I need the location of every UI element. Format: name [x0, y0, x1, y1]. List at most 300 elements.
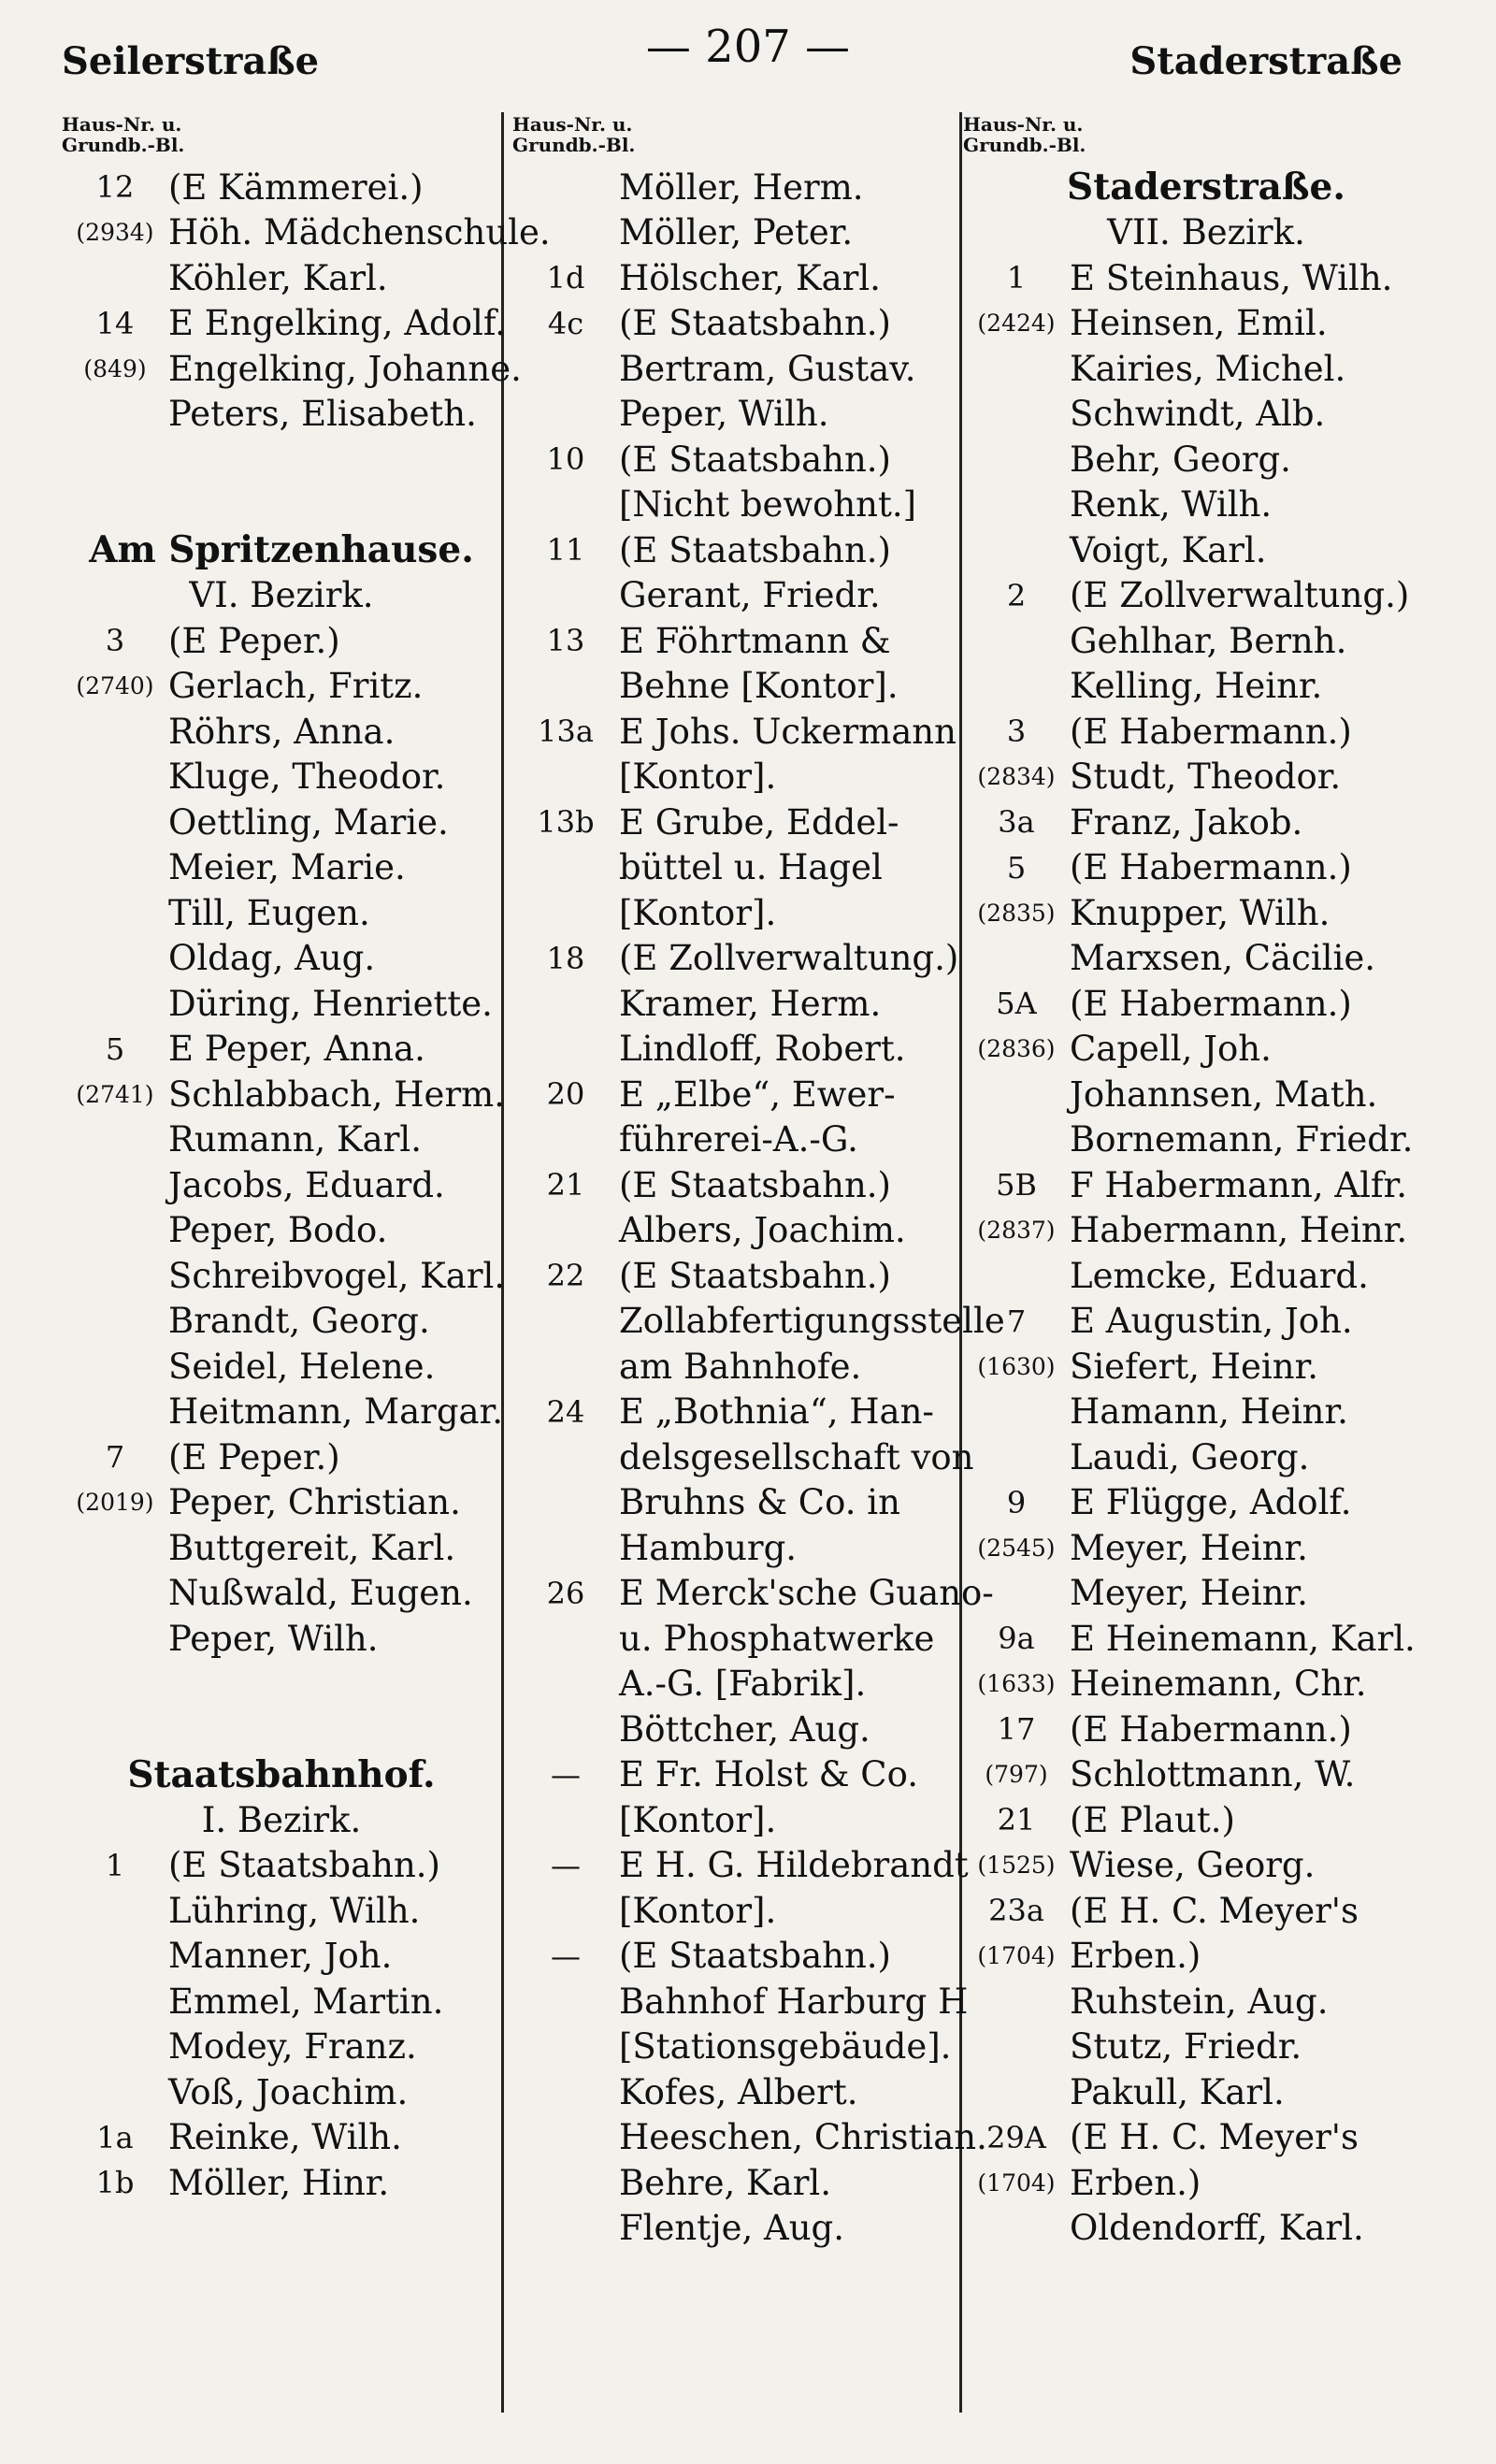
- house-number: 1: [105, 1847, 125, 1883]
- entry-text: Schreibvogel, Karl.: [168, 1255, 506, 1296]
- house-number: 13b: [537, 804, 595, 841]
- directory-entry: [62, 755, 501, 800]
- entry-text: Kelling, Heinr.: [1070, 666, 1323, 707]
- directory-entry: [512, 1752, 971, 1798]
- directory-entry: [963, 1117, 1449, 1163]
- street-heading: [62, 1752, 501, 1798]
- house-number: 1a: [96, 2119, 134, 2155]
- directory-entry: [512, 845, 971, 891]
- house-number: 21: [997, 1802, 1036, 1838]
- directory-entry: [62, 1344, 501, 1390]
- entry-text: E Grube, Eddel-: [619, 801, 899, 843]
- entry-text: Emmel, Martin.: [168, 1981, 444, 2022]
- street-heading: [62, 527, 501, 573]
- entry-text: E Engelking, Adolf.: [168, 303, 506, 344]
- entry-text: Böttcher, Aug.: [619, 1708, 870, 1750]
- entry-text: Knupper, Wilh.: [1070, 892, 1331, 933]
- directory-entry: [963, 1843, 1449, 1889]
- entry-text: Engelking, Johanne.: [168, 348, 522, 389]
- directory-entry: [963, 301, 1449, 347]
- entry-text: (E Plaut.): [1070, 1799, 1235, 1840]
- house-number: 1b: [95, 2165, 135, 2201]
- entry-text: E Fr. Holst & Co.: [619, 1754, 918, 1795]
- directory-entry: [512, 2115, 987, 2161]
- directory-entry: [512, 1434, 974, 1480]
- column-head: [512, 114, 971, 165]
- directory-entry: [512, 1979, 971, 2025]
- directory-entry: [963, 483, 1449, 528]
- directory-entry: [963, 1888, 1449, 1934]
- directory-entry: [62, 1979, 501, 2025]
- entry-text: [Kontor].: [619, 1799, 777, 1840]
- house-number: (797): [985, 1761, 1048, 1789]
- entry-text: (E Staatsbahn.): [619, 1936, 891, 1977]
- directory-entry: [963, 890, 1449, 936]
- directory-entry: [512, 1797, 971, 1843]
- house-number: (1633): [977, 1670, 1056, 1698]
- entry-text: Schwindt, Alb.: [1070, 394, 1326, 435]
- directory-entry: [963, 800, 1449, 845]
- entry-text: Kluge, Theodor.: [168, 756, 446, 798]
- directory-entry: [963, 392, 1449, 438]
- directory-entry: [512, 709, 971, 755]
- directory-entry: [963, 1027, 1449, 1073]
- entry-text: Gerant, Friedr.: [619, 575, 881, 616]
- entry-text: (E Staatsbahn.): [168, 1845, 440, 1886]
- house-number: 23a: [988, 1893, 1044, 1929]
- entry-text: [Nicht bewohnt.]: [619, 484, 917, 526]
- entry-text: Schlottmann, W.: [1070, 1754, 1356, 1795]
- house-number: 10: [546, 441, 585, 478]
- entry-text: E H. G. Hildebrandt: [619, 1845, 969, 1886]
- house-number: 24: [546, 1393, 585, 1430]
- directory-entry: [62, 1027, 501, 1073]
- directory-entry: [963, 346, 1449, 392]
- directory-entry: [512, 255, 971, 301]
- house-number: 26: [546, 1575, 585, 1611]
- directory-entry: [512, 664, 971, 710]
- entry-text: Kofes, Albert.: [619, 2071, 858, 2112]
- entry-text: Bahnhof Harburg H: [619, 1981, 969, 2022]
- directory-entry: [62, 1480, 501, 1526]
- entry-text: (E Habermann.): [1070, 847, 1352, 888]
- directory-entry: [963, 573, 1449, 619]
- house-number: 5: [1006, 849, 1027, 886]
- directory-entry: [963, 2025, 1449, 2070]
- directory-entry: [512, 1888, 971, 1934]
- entry-text: [Kontor].: [619, 756, 777, 798]
- house-number: (2934): [76, 219, 154, 247]
- house-number: —: [551, 1938, 581, 1974]
- entry-text: Voß, Joachim.: [168, 2071, 409, 2112]
- directory-entry: [512, 1616, 971, 1662]
- entry-text: F Habermann, Alfr.: [1070, 1164, 1407, 1205]
- entry-text: E Heinemann, Karl.: [1070, 1618, 1416, 1659]
- directory-entry: [512, 936, 971, 982]
- directory-entry: [512, 437, 971, 483]
- street-name: Am Spritzenhause.: [89, 528, 474, 572]
- house-number: 2: [1006, 577, 1027, 613]
- entry-text: Jacobs, Eduard.: [168, 1164, 445, 1205]
- directory-entry: [512, 346, 971, 392]
- directory-entry: [963, 1571, 1449, 1617]
- entry-text: Gerlach, Fritz.: [168, 666, 424, 707]
- entry-text: (E Staatsbahn.): [619, 1255, 891, 1296]
- directory-entry: [512, 165, 971, 210]
- directory-entry: [963, 2069, 1449, 2115]
- entry-text: (E Staatsbahn.): [619, 439, 891, 480]
- entry-text: Pakull, Karl.: [1070, 2071, 1285, 2112]
- house-number: (2424): [977, 310, 1056, 338]
- column-2: [512, 113, 1005, 2433]
- column-head: [62, 114, 501, 165]
- directory-entry: [963, 1662, 1449, 1708]
- entry-text: Johannsen, Math.: [1070, 1073, 1378, 1115]
- house-number: 17: [997, 1711, 1036, 1748]
- directory-entry: [512, 1072, 971, 1117]
- entry-text: Nußwald, Eugen.: [168, 1573, 473, 1614]
- entry-text: Voigt, Karl.: [1070, 529, 1267, 570]
- directory-entry: [963, 1616, 1449, 1662]
- directory-entry: [963, 255, 1449, 301]
- entry-text: Köhler, Karl.: [168, 257, 388, 298]
- entry-text: Peper, Wilh.: [619, 394, 829, 435]
- directory-entry: [512, 1390, 971, 1435]
- entry-text: Peper, Wilh.: [168, 1618, 379, 1659]
- column-head-line2: Grundb.-Bl.: [62, 134, 185, 156]
- directory-entry: [62, 255, 501, 301]
- entry-text: Peters, Elisabeth.: [168, 394, 477, 435]
- directory-entry: [963, 1525, 1449, 1571]
- column-head-line1: Haus-Nr. u.: [512, 113, 633, 136]
- directory-entry: [963, 709, 1449, 755]
- directory-entry: [512, 1208, 971, 1254]
- entry-text: Bruhns & Co. in: [619, 1482, 900, 1523]
- entry-text: Heinsen, Emil.: [1070, 303, 1328, 344]
- house-number: 22: [546, 1258, 585, 1294]
- house-number: 5B: [996, 1167, 1037, 1203]
- directory-entry: [62, 936, 501, 982]
- directory-entry: [62, 1843, 501, 1889]
- column-head-line2: Grundb.-Bl.: [963, 134, 1086, 156]
- entry-text: delsgesellschaft von: [619, 1436, 974, 1477]
- entry-text: Heinemann, Chr.: [1070, 1664, 1367, 1705]
- directory-entry: [963, 1934, 1449, 1980]
- house-number: —: [551, 1847, 581, 1883]
- entry-text: (E Staatsbahn.): [619, 1164, 891, 1205]
- entry-text: Heitmann, Margar.: [168, 1391, 503, 1433]
- directory-entry: [62, 301, 506, 347]
- entry-text: E Augustin, Joh.: [1070, 1301, 1353, 1342]
- directory-entry: [963, 1797, 1449, 1843]
- entry-text: E „Elbe“, Ewer-: [619, 1073, 896, 1115]
- entry-text: (E H. C. Meyer's: [1070, 2117, 1359, 2158]
- directory-entry: [62, 346, 522, 392]
- house-number: (2545): [977, 1534, 1056, 1562]
- entry-text: Hamann, Heinr.: [1070, 1391, 1348, 1433]
- directory-entry: [512, 1253, 971, 1299]
- entry-text: Oldendorff, Karl.: [1070, 2208, 1364, 2249]
- entry-text: Lühring, Wilh.: [168, 1890, 421, 1931]
- directory-entry: [963, 664, 1449, 710]
- entry-text: Meyer, Heinr.: [1070, 1527, 1308, 1568]
- entry-text: (E Staatsbahn.): [619, 303, 891, 344]
- directory-entry: [62, 210, 551, 256]
- directory-entry: [512, 1571, 994, 1617]
- directory-entry: [62, 1253, 506, 1299]
- directory-entry: [62, 1162, 501, 1208]
- directory-entry: [963, 981, 1449, 1027]
- house-number: 3a: [998, 804, 1035, 841]
- column-3: [963, 114, 1449, 2433]
- directory-entry: [512, 618, 971, 664]
- entry-text: Möller, Hinr.: [168, 2162, 390, 2203]
- entry-text: Buttgereit, Karl.: [168, 1527, 456, 1568]
- entry-text: Modey, Franz.: [168, 2026, 417, 2068]
- directory-entry: [963, 1162, 1449, 1208]
- directory-entry: [62, 2025, 501, 2070]
- entry-text: (E Habermann.): [1070, 983, 1352, 1024]
- house-number: (1704): [977, 1942, 1056, 1970]
- entry-text: (E Habermann.): [1070, 1708, 1352, 1750]
- column-head-line1: Haus-Nr. u.: [963, 113, 1084, 136]
- entry-text: Meier, Marie.: [168, 847, 406, 888]
- entry-text: Manner, Joh.: [168, 1936, 393, 1977]
- entry-text: (E Zollverwaltung.): [1070, 575, 1410, 616]
- district-name: VI. Bezirk.: [189, 575, 374, 616]
- directory-entry: [62, 709, 501, 755]
- directory-entry: [963, 936, 1449, 982]
- directory-entry: [963, 845, 1449, 891]
- entry-text: Erben.): [1070, 1936, 1201, 1977]
- entry-text: Peper, Christian.: [168, 1482, 461, 1523]
- directory-entry: [512, 981, 971, 1027]
- entry-text: am Bahnhofe.: [619, 1346, 862, 1387]
- directory-entry: [963, 755, 1449, 800]
- entry-text: büttel u. Hagel: [619, 847, 883, 888]
- entry-text: Höh. Mädchenschule.: [168, 212, 551, 253]
- entry-text: Lemcke, Eduard.: [1070, 1255, 1369, 1296]
- entry-text: Rumann, Karl.: [168, 1119, 422, 1160]
- street-name: Staatsbahnhof.: [127, 1752, 436, 1796]
- entry-text: A.-G. [Fabrik].: [619, 1664, 867, 1705]
- directory-entry: [512, 1707, 971, 1752]
- house-number: 21: [546, 1167, 585, 1203]
- entry-text: [Kontor].: [619, 892, 777, 933]
- entry-text: Wiese, Georg.: [1070, 1845, 1316, 1886]
- entry-text: Röhrs, Anna.: [168, 711, 396, 752]
- entry-text: Oldag, Aug.: [168, 938, 376, 979]
- house-number: 1: [1006, 260, 1027, 296]
- entry-text: Erben.): [1070, 2162, 1201, 2203]
- directory-entry: [62, 1299, 501, 1345]
- entry-text: Stutz, Friedr.: [1070, 2026, 1302, 2068]
- entry-text: E „Bothnia“, Han-: [619, 1391, 934, 1433]
- house-number: 20: [546, 1076, 585, 1113]
- directory-entry: [512, 1117, 971, 1163]
- house-number: 9a: [998, 1621, 1035, 1657]
- directory-entry: [62, 2160, 501, 2206]
- entry-text: Bertram, Gustav.: [619, 348, 916, 389]
- column-head-line2: Grundb.-Bl.: [512, 134, 636, 156]
- house-number: (1630): [977, 1352, 1056, 1380]
- entry-text: (E Peper.): [168, 1436, 340, 1477]
- directory-entry: [963, 1253, 1449, 1299]
- directory-entry: [512, 527, 971, 573]
- house-number: —: [551, 1756, 581, 1793]
- entry-text: Oettling, Marie.: [168, 801, 449, 843]
- entry-text: Brandt, Georg.: [168, 1301, 430, 1342]
- house-number: 9: [1006, 1484, 1027, 1520]
- entry-text: Meyer, Heinr.: [1070, 1573, 1308, 1614]
- directory-entry: [963, 437, 1449, 483]
- entry-text: E Flügge, Adolf.: [1070, 1482, 1352, 1523]
- house-number: 5: [105, 1030, 125, 1067]
- entry-text: Möller, Herm.: [619, 166, 864, 208]
- house-number: (1704): [977, 2169, 1056, 2197]
- directory-entry: [512, 1299, 1005, 1345]
- entry-text: Lindloff, Robert.: [619, 1029, 906, 1070]
- entry-text: E Föhrtmann &: [619, 620, 891, 661]
- directory-entry: [62, 845, 501, 891]
- house-number: (2741): [76, 1080, 154, 1108]
- directory-entry: [512, 755, 971, 800]
- page-number: — 207 —: [645, 21, 851, 73]
- house-number: 13a: [538, 713, 594, 750]
- entry-text: Kairies, Michel.: [1070, 348, 1346, 389]
- entry-text: Möller, Peter.: [619, 212, 854, 253]
- house-number: 3: [105, 623, 125, 659]
- entry-text: (E Staatsbahn.): [619, 529, 891, 570]
- entry-text: [Stationsgebäude].: [619, 2026, 952, 2068]
- entry-text: Siefert, Heinr.: [1070, 1346, 1318, 1387]
- house-number: 7: [105, 1439, 125, 1476]
- directory-entry: [963, 1299, 1449, 1345]
- directory-entry: [512, 800, 971, 845]
- entry-text: Capell, Joh.: [1070, 1029, 1272, 1070]
- column-head: [963, 114, 1449, 165]
- directory-entry: [62, 1934, 501, 1980]
- house-number: 14: [95, 305, 135, 341]
- directory-entry: [62, 1616, 501, 1662]
- district-heading: [62, 1797, 501, 1843]
- directory-entry: [963, 1072, 1449, 1117]
- directory-entry: [963, 1434, 1449, 1480]
- directory-entry: [62, 890, 501, 936]
- entry-text: u. Phosphatwerke: [619, 1618, 935, 1659]
- district-heading: [963, 210, 1449, 256]
- directory-entry: [512, 210, 971, 256]
- entry-text: Schlabbach, Herm.: [168, 1073, 505, 1115]
- house-number: (2740): [76, 672, 154, 700]
- directory-entry: [512, 573, 971, 619]
- house-number: (2835): [977, 899, 1056, 927]
- column-head-line1: Haus-Nr. u.: [62, 113, 182, 136]
- house-number: (1525): [977, 1852, 1056, 1880]
- entry-text: Behre, Karl.: [619, 2162, 832, 2203]
- directory-entry: [512, 1525, 971, 1571]
- entry-text: Albers, Joachim.: [619, 1210, 906, 1251]
- directory-entry: [62, 800, 501, 845]
- house-number: 29A: [986, 2119, 1046, 2155]
- entry-text: Studt, Theodor.: [1070, 756, 1342, 798]
- entry-text: Kramer, Herm.: [619, 983, 882, 1024]
- street-heading: [963, 165, 1449, 210]
- directory-entry: [512, 483, 971, 528]
- district-heading: [62, 573, 501, 619]
- directory-entry: [62, 981, 501, 1027]
- directory-entry: [512, 301, 971, 347]
- directory-entry: [512, 1843, 971, 1889]
- entry-text: Seidel, Helene.: [168, 1346, 436, 1387]
- entry-text: Düring, Henriette.: [168, 983, 493, 1024]
- directory-entry: [62, 1117, 501, 1163]
- house-number: 1d: [546, 260, 585, 296]
- entry-text: Reinke, Wilh.: [168, 2117, 402, 2158]
- directory-entry: [62, 1888, 501, 1934]
- house-number: (2019): [76, 1489, 154, 1517]
- entry-text: Gehlhar, Bernh.: [1070, 620, 1347, 661]
- directory-entry: [963, 527, 1449, 573]
- directory-entry: [62, 2069, 501, 2115]
- house-number: (2834): [977, 763, 1056, 791]
- entry-text: Franz, Jakob.: [1070, 801, 1303, 843]
- directory-entry: [62, 664, 501, 710]
- district-name: I. Bezirk.: [201, 1799, 362, 1840]
- house-number: 12: [95, 169, 135, 206]
- directory-entry: [963, 1344, 1449, 1390]
- house-number: 13: [546, 623, 585, 659]
- directory-entry: [62, 165, 501, 210]
- directory-entry: [963, 1979, 1449, 2025]
- house-number: 7: [1006, 1303, 1027, 1339]
- entry-text: E Johs. Uckermann: [619, 711, 957, 752]
- entry-text: Hölscher, Karl.: [619, 257, 881, 298]
- entry-text: [Kontor].: [619, 1890, 777, 1931]
- directory-entry: [963, 2206, 1449, 2252]
- directory-entry: [62, 2115, 501, 2161]
- directory-entry: [512, 2160, 971, 2206]
- entry-text: Peper, Bodo.: [168, 1210, 388, 1251]
- house-number: 18: [546, 940, 585, 976]
- column-1: [62, 113, 551, 2433]
- directory-entry: [512, 1027, 971, 1073]
- entry-text: Behr, Georg.: [1070, 439, 1291, 480]
- entry-text: E Steinhaus, Wilh.: [1070, 257, 1393, 298]
- directory-entry: [62, 1208, 501, 1254]
- entry-text: (E Peper.): [168, 620, 340, 661]
- entry-text: (E Habermann.): [1070, 711, 1352, 752]
- directory-entry: [963, 1752, 1449, 1798]
- directory-entry: [512, 2025, 971, 2070]
- house-number: 11: [546, 532, 585, 569]
- house-number: (849): [83, 354, 147, 382]
- entry-text: Ruhstein, Aug.: [1070, 1981, 1329, 2022]
- directory-entry: [62, 392, 501, 438]
- directory-entry: [512, 1934, 971, 1980]
- directory-entry: [512, 392, 971, 438]
- entry-text: Laudi, Georg.: [1070, 1436, 1310, 1477]
- entry-text: Behne [Kontor].: [619, 666, 899, 707]
- entry-text: Heeschen, Christian.: [619, 2117, 987, 2158]
- entry-text: E Peper, Anna.: [168, 1029, 425, 1070]
- directory-entry: [963, 1480, 1449, 1526]
- entry-text: Habermann, Heinr.: [1070, 1210, 1408, 1251]
- entry-text: Flentje, Aug.: [619, 2208, 844, 2249]
- spacer: [62, 483, 501, 528]
- directory-entry: [963, 1390, 1449, 1435]
- header-right-street: Staderstraße: [1129, 39, 1402, 83]
